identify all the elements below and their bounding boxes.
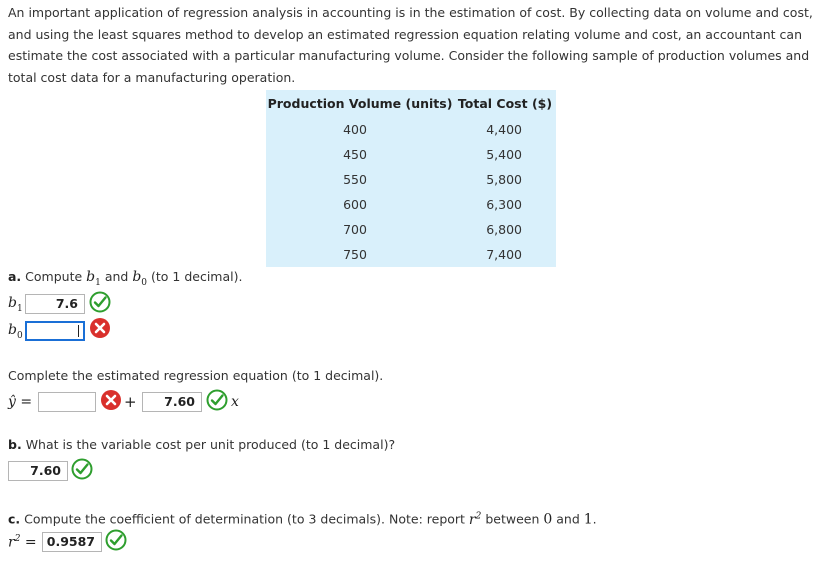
- part-c-between: between: [481, 511, 544, 527]
- b1-symbol: [86, 269, 101, 288]
- table-row: [266, 242, 556, 267]
- table-row: [266, 217, 556, 242]
- cost-cell: 5,800: [486, 172, 522, 187]
- r-label-letter: r: [8, 534, 15, 551]
- check-circle-icon: [105, 529, 127, 551]
- b0-label: [8, 322, 23, 341]
- r-label-exponent: 2: [14, 534, 21, 544]
- part-a-text-end: (to 1 decimal).: [147, 269, 243, 284]
- yhat-letter: ŷ: [8, 394, 16, 410]
- part-b-letter: b.: [8, 437, 22, 452]
- part-a-letter: a.: [8, 269, 22, 284]
- one-value: 1: [583, 511, 593, 528]
- b0-symbol: [132, 269, 148, 288]
- table-row: [266, 167, 556, 192]
- b1-input[interactable]: 7.6: [25, 294, 85, 314]
- equation-equals: =: [20, 394, 33, 410]
- variable-cost-input[interactable]: 7.60: [8, 461, 68, 481]
- part-b-text: What is the variable cost per unit produced (to 1 decimal)?: [25, 437, 396, 452]
- cost-cell: 4,400: [486, 122, 522, 137]
- part-a-prompt: [8, 269, 242, 291]
- part-c-and: and: [552, 511, 584, 527]
- col-header-volume: Production Volume (units): [267, 96, 453, 111]
- volume-cell: 600: [343, 197, 367, 212]
- b1-subscript: 1: [95, 277, 101, 288]
- volume-cell: 750: [343, 247, 367, 262]
- intercept-input[interactable]: [38, 392, 96, 412]
- equation-prompt: Complete the estimated regression equation (to 1 decimal).: [8, 368, 384, 383]
- part-b-prompt: [8, 437, 395, 453]
- part-c-text: Compute the coefficient of determination (to 3 decimals). Note: report: [24, 511, 469, 527]
- check-circle-icon: [71, 458, 93, 480]
- cost-cell: 7,400: [486, 247, 522, 262]
- problem-intro: An important application of regression analysis in accounting is in the estimation of cost. By collecting data on volume and cost, and using the least squares method to develop an estimated regression equation relating volume and cost, an accountant can estimate the cost associated with a particular manufacturing volume. Consider the following sample of production volumes and total cost data for a manufacturing operation.: [8, 5, 813, 85]
- check-circle-icon: [206, 389, 228, 411]
- text-caret: [78, 325, 79, 337]
- b1-letter: b: [86, 269, 96, 285]
- zero-value: 0: [543, 511, 553, 528]
- volume-cell: 700: [343, 222, 367, 237]
- slope-input[interactable]: 7.60: [142, 392, 202, 412]
- r-squared-label: [8, 534, 37, 551]
- part-c-prompt: [8, 508, 597, 528]
- cost-cell: 6,800: [486, 222, 522, 237]
- x-circle-icon: [89, 317, 111, 339]
- r-letter: r: [468, 511, 476, 528]
- data-table: [266, 90, 556, 267]
- b1-label-letter: b: [8, 295, 17, 311]
- volume-cell: 400: [343, 122, 367, 137]
- b1-label-sub: 1: [16, 303, 23, 314]
- r-equals: =: [24, 534, 37, 551]
- b0-label-letter: b: [8, 322, 17, 338]
- r-exponent: 2: [475, 511, 482, 521]
- b0-subscript: 0: [141, 277, 148, 288]
- b0-label-sub: 0: [16, 330, 23, 341]
- r-squared-symbol: [469, 512, 481, 528]
- r-squared-input[interactable]: 0.9587: [42, 532, 102, 552]
- cost-cell: 5,400: [486, 147, 522, 162]
- col-header-cost: Total Cost ($): [457, 96, 553, 111]
- table-header-row: [266, 90, 556, 117]
- volume-cell: 550: [343, 172, 367, 187]
- part-c-letter: c.: [8, 511, 21, 527]
- b1-label: [8, 295, 23, 314]
- part-a-text: Compute: [25, 269, 87, 284]
- table-row: [266, 192, 556, 217]
- volume-cell: 450: [343, 147, 367, 162]
- plus-sign: +: [124, 393, 137, 411]
- part-c-period: .: [592, 511, 597, 527]
- table-row: [266, 142, 556, 167]
- cost-cell: 6,300: [486, 197, 522, 212]
- b0-input[interactable]: [25, 321, 85, 341]
- yhat-symbol: [8, 394, 32, 410]
- table-row: [266, 117, 556, 142]
- x-variable: x: [231, 394, 239, 410]
- b0-letter: b: [132, 269, 142, 285]
- x-circle-icon: [100, 389, 122, 411]
- check-circle-icon: [89, 291, 111, 313]
- part-a-and: and: [100, 269, 133, 284]
